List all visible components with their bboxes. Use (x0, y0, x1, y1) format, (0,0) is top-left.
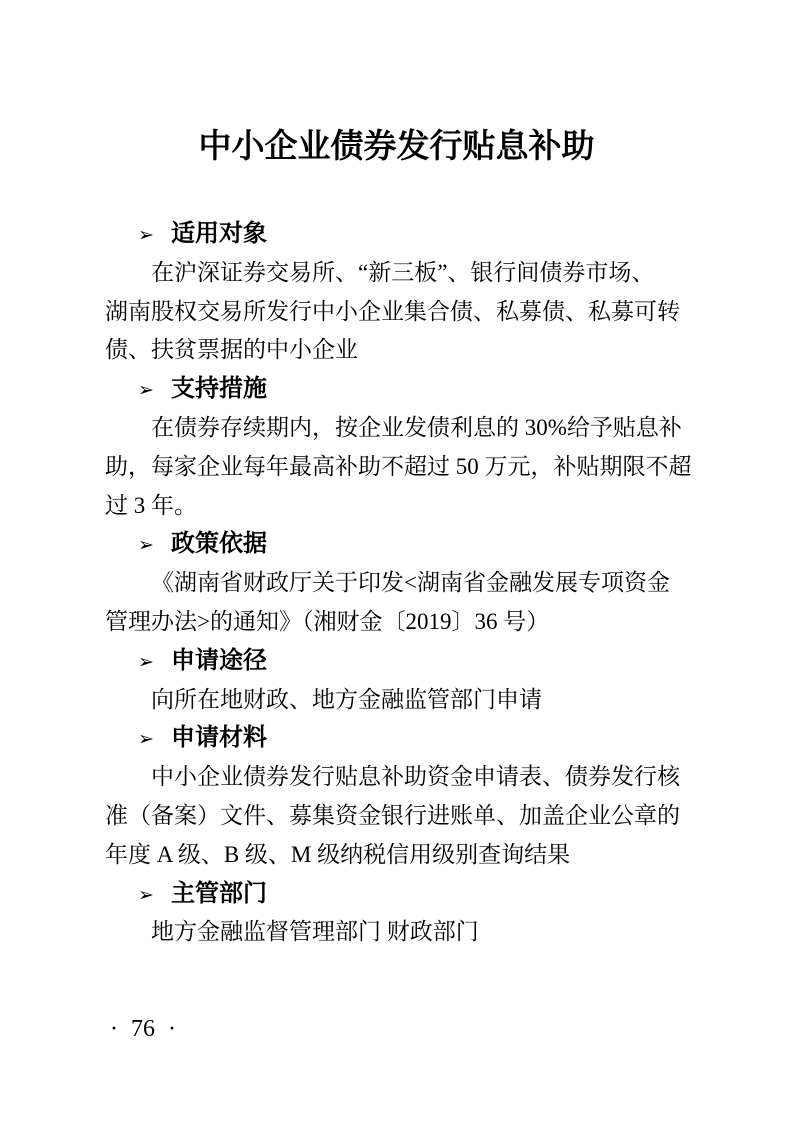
body-line: 在债券存续期内，按企业发债利息的 30%给予贴息补 (151, 414, 682, 440)
page-number-value: 76 (131, 1016, 155, 1042)
body-line: 在沪深证券交易所、“新三板”、银行间债券市场、 (151, 259, 655, 285)
section-heading: 申请材料 (171, 724, 267, 752)
arrow-bullet-icon: ➢ (138, 224, 154, 246)
body-line: 地方金融监督管理部门 财政部门 (151, 919, 479, 945)
section-heading: 申请途径 (171, 646, 267, 674)
body-line: 湖南股权交易所发行中小企业集合债、私募债、私募可转 (105, 298, 680, 324)
body-line: 向所在地财政、地方金融监管部门申请 (151, 686, 542, 712)
section-competent-department (105, 875, 693, 953)
body-line: 准（备案）文件、募集资金银行进账单、加盖企业公章的 (105, 802, 680, 828)
page-number-left-dot: · (110, 1016, 118, 1042)
document-body (105, 168, 693, 952)
body-line: 过 3 年。 (105, 492, 197, 518)
section-heading-row (105, 719, 693, 758)
section-heading: 适用对象 (171, 220, 267, 247)
section-heading-row (105, 642, 693, 681)
section-applicable-targets (105, 215, 693, 370)
section-application-channel (105, 642, 693, 720)
arrow-bullet-icon: ➢ (138, 883, 154, 906)
arrow-bullet-icon: ➢ (138, 728, 154, 751)
section-heading: 政策依据 (171, 530, 267, 558)
section-application-materials (105, 719, 693, 874)
page-number-right-dot: · (168, 1016, 176, 1042)
page-title: 中小企业债券发行贴息补助 (198, 127, 595, 164)
body-line: 《湖南省财政厅关于印发<湖南省金融发展专项资金 (151, 570, 670, 596)
page-number (110, 1010, 176, 1048)
arrow-bullet-icon: ➢ (138, 534, 154, 557)
body-line: 助，每家企业每年最高补助不超过 50 万元，补贴期限不超 (105, 453, 692, 479)
section-heading-row (105, 370, 693, 409)
arrow-bullet-icon: ➢ (138, 650, 154, 673)
section-heading: 主管部门 (171, 879, 267, 907)
section-heading-row (105, 215, 693, 254)
body-line: 管理办法>的通知》（湘财金〔2019〕36 号） (105, 608, 550, 634)
section-heading-row (105, 525, 693, 564)
section-support-measures (105, 370, 693, 525)
body-line: 中小企业债券发行贴息补助资金申请表、债券发行核 (151, 764, 680, 790)
body-line: 年度 A 级、B 级、M 级纳税信用级别查询结果 (105, 841, 571, 867)
body-line: 债、扶贫票据的中小企业 (105, 337, 358, 363)
section-heading: 支持措施 (171, 375, 267, 403)
section-policy-basis (105, 525, 693, 641)
arrow-bullet-icon: ➢ (138, 379, 154, 402)
section-heading-row (105, 875, 693, 914)
